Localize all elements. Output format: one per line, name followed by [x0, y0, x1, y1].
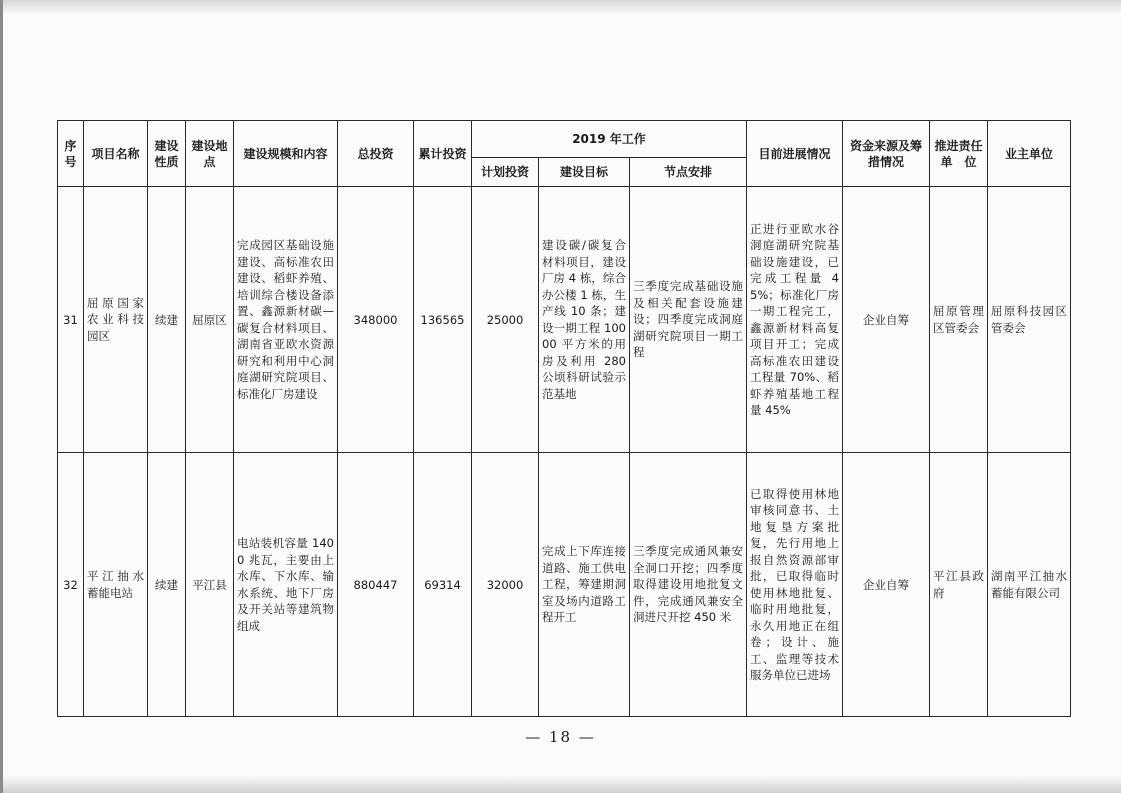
cell-nature: 续建 — [148, 187, 186, 453]
project-table — [57, 120, 1071, 717]
cell-responsible: 屈原管理区管委会 — [930, 187, 988, 453]
cell-nature: 续建 — [148, 453, 186, 717]
cell-progress: 正进行亚欧水谷洞庭湖研究院基础设施建设，已完成工程量 45%；标准化厂房一期工程完工，鑫源新材料高复项目开工；完成高标准农田建设工程量 70%、稻虾养殖基地工程量 45% — [747, 187, 843, 453]
header-total-investment: 总投资 — [338, 121, 414, 187]
cell-milestone: 三季度完成基础设施及相关配套设施建设；四季度完成洞庭湖研究院项目一期工程 — [630, 187, 747, 453]
header-plan-investment: 计划投资 — [472, 158, 539, 187]
scan-edge-left — [0, 0, 3, 793]
cell-target: 完成上下库连接道路、施工供电工程，筹建期洞室及场内道路工程开工 — [539, 453, 630, 717]
cell-seq: 32 — [58, 453, 84, 717]
header-row-1 — [58, 121, 1071, 158]
header-work-2019: 2019 年工作 — [472, 121, 747, 158]
cell-target: 建设碳/碳复合材料项目，建设厂房 4 栋，综合办公楼 1 栋，生产线 10 条；建设一期工程 10000 平方米的用房及利用 280 公顷科研试验示范基地 — [539, 187, 630, 453]
header-seq: 序号 — [58, 121, 84, 187]
header-milestone: 节点安排 — [630, 158, 747, 187]
cell-owner: 屈原科技园区管委会 — [988, 187, 1071, 453]
cell-cumulative-investment: 136565 — [414, 187, 472, 453]
cell-total-investment: 348000 — [338, 187, 414, 453]
table-row — [58, 453, 1071, 717]
cell-scale: 完成园区基础设施建设、高标准农田建设、稻虾养殖、培训综合楼设备添置、鑫源新材碳—碳复合材料项目、湖南省亚欧水资源研究和利用中心洞庭湖研究院项目、标准化厂房建设 — [234, 187, 338, 453]
cell-milestone: 三季度完成通风兼安全洞口开挖；四季度取得建设用地批复文件，完成通风兼安全洞进尺开挖 450 米 — [630, 453, 747, 717]
cell-name: 平江抽水蓄能电站 — [84, 453, 148, 717]
header-location: 建设地点 — [186, 121, 234, 187]
header-progress: 目前进展情况 — [747, 121, 843, 187]
cell-responsible: 平江县政府 — [930, 453, 988, 717]
cell-cumulative-investment: 69314 — [414, 453, 472, 717]
cell-plan-investment: 25000 — [472, 187, 539, 453]
scan-edge-bottom — [0, 775, 1121, 793]
cell-plan-investment: 32000 — [472, 453, 539, 717]
cell-owner: 湖南平江抽水蓄能有限公司 — [988, 453, 1071, 717]
header-owner: 业主单位 — [988, 121, 1071, 187]
page-number: — 18 — — [525, 728, 596, 746]
cell-funding: 企业自筹 — [843, 187, 930, 453]
cell-location: 屈原区 — [186, 187, 234, 453]
header-name: 项目名称 — [84, 121, 148, 187]
cell-progress: 已取得使用林地审核同意书、土地复垦方案批复，先行用地上报自然资源部审批，已取得临时使用林地批复、临时用地批复，永久用地正在组卷；设计、施工、监理等技术服务单位已进场 — [747, 453, 843, 717]
header-nature: 建设性质 — [148, 121, 186, 187]
header-cumulative-investment: 累计投资 — [414, 121, 472, 187]
cell-name: 屈原国家农业科技园区 — [84, 187, 148, 453]
table-row — [58, 187, 1071, 453]
header-funding: 资金来源及筹措情况 — [843, 121, 930, 187]
cell-scale: 电站装机容量 1400 兆瓦，主要由上水库、下水库、输水系统、地下厂房及开关站等建筑物组成 — [234, 453, 338, 717]
cell-funding: 企业自筹 — [843, 453, 930, 717]
cell-total-investment: 880447 — [338, 453, 414, 717]
header-target: 建设目标 — [539, 158, 630, 187]
cell-location: 平江县 — [186, 453, 234, 717]
cell-seq: 31 — [58, 187, 84, 453]
header-responsible: 推进责任单 位 — [930, 121, 988, 187]
scan-edge-top — [0, 0, 1121, 14]
header-scale: 建设规模和内容 — [234, 121, 338, 187]
